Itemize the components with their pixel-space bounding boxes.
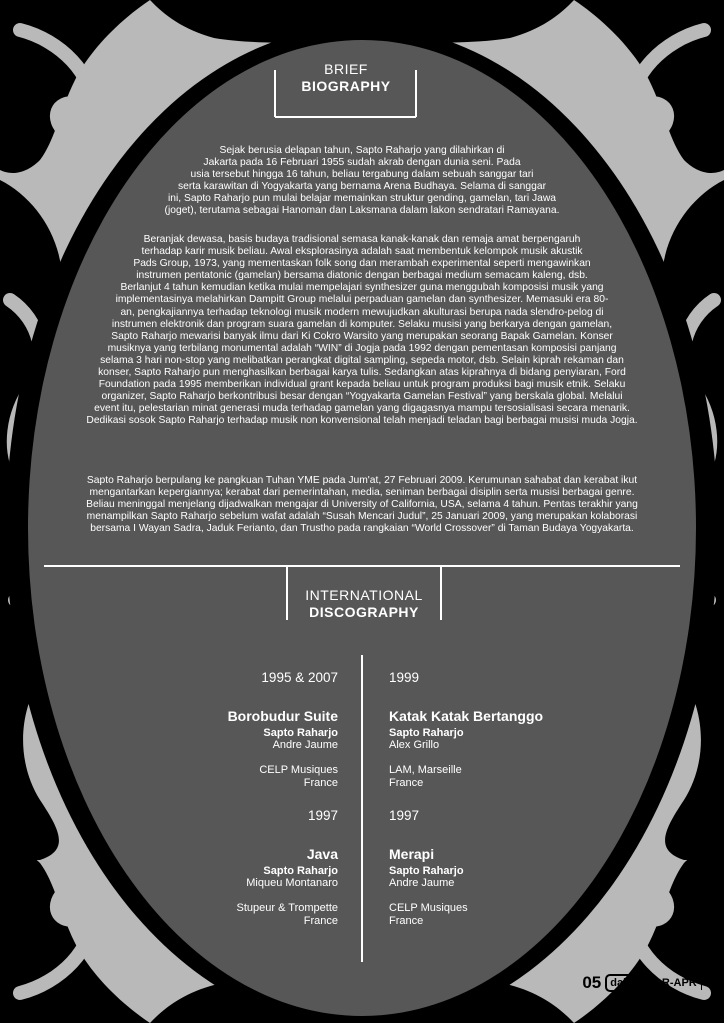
album-artist: Sapto Raharjo (389, 727, 464, 739)
text-line: instrumen elektronik dan program suara gamelan di komputer. Selaku musisi yang berkarya dengan gamelan, (111, 318, 613, 330)
album-year: 1997 (307, 808, 338, 823)
issue-year: 09 (705, 977, 718, 989)
text-line: Sapto Raharjo berpulang ke pangkuan Tuhan YME pada Jum'at, 27 Februari 2009. Kerumunan sahabat dan kerabat ikut (86, 475, 638, 486)
text-line: Berlanjut 4 tahun kemudian ketika mulai mempelajari synthesizer guna menggubah komposisi musik yang (120, 282, 604, 294)
album-country: France (389, 777, 424, 789)
text-line: event itu, pelestarian minat generasi muda terhadap gamelan yang digagasnya mampu tersosialisasi secara menarik. (94, 403, 630, 415)
album-title: Java (306, 846, 338, 862)
text-line: Foundation pada 1995 memberikan individual grant kepada beliau untuk program produksi bagi musik etnik. Selaku (98, 379, 626, 391)
text-line: Dedikasi sosok Sapto Raharjo terhadap musik non konvensional telah menjadi teladan bagi berbagai musisi muda Jogja. (86, 415, 638, 427)
album-entry-2 (389, 670, 609, 790)
bio-heading-bold: BIOGRAPHY (301, 78, 391, 94)
text-line: Beranjak dewasa, basis budaya tradisional semasa kanak-kanak dan remaja amat berpengaruh (143, 234, 581, 245)
disco-heading-light: INTERNATIONAL (305, 587, 423, 603)
album-artist: Sapto Raharjo (263, 865, 338, 877)
text-line: serta karawitan di Yogyakarta yang bernama Arena Budhaya. Selama di sanggar (177, 181, 547, 193)
page-footer (582, 972, 718, 994)
bio-heading-light: BRIEF (324, 61, 368, 77)
album-collaborator: Andre Jaume (389, 877, 455, 889)
text-line: ini, Sapto Raharjo pun mulai belajar memainkan struktur gending, gamelan, tari Jawa (167, 193, 557, 205)
disco-heading-bold: DISCOGRAPHY (309, 604, 419, 620)
text-line: Jakarta pada 16 Februari 1955 sudah akrab dengan dunia seni. Pada (203, 157, 521, 169)
album-artist: Sapto Raharjo (389, 865, 464, 877)
text-line: terhadap karir musik beliau. Awal eksplorasinya adalah saat membentuk kelompok musik akustik (141, 246, 583, 258)
album-label: Stupeur & Trompette (236, 902, 338, 914)
text-line: mengantarkan kepergiannya; kerabat dari pemerintahan, media, seniman berbagai disiplin serta musisi berbagai genre. (89, 487, 635, 499)
bio-paragraph-2 (42, 234, 682, 428)
album-year: 1995 & 2007 (261, 670, 338, 685)
footer-separator (639, 975, 641, 991)
album-country: France (303, 777, 338, 789)
bio-heading (276, 61, 416, 95)
text-line: selama 3 hari non-stop yang melibatkan perangkat digital sampling, sepeda motor, dsb. Selain kiprah rekaman dan (100, 354, 624, 366)
album-collaborator: Andre Jaume (272, 739, 338, 751)
text-line: instrumen pentatonic (gamelan) bersama diatonic dengan berbagai medium semacam kaleng, dsb. (136, 270, 588, 282)
album-country: France (389, 915, 424, 927)
text-line: musiknya yang terbilang monumental adalah “WIN” di Jogja pada 1992 dengan pementasan komposisi panjang (107, 342, 617, 354)
text-line: usia tersebut hingga 16 tahun, beliau tergabung dalam sebuah sanggar tari (190, 169, 534, 181)
album-artist: Sapto Raharjo (263, 727, 338, 739)
album-title: Katak Katak Bertanggo (389, 708, 544, 724)
album-collaborator: Alex Grillo (389, 739, 440, 751)
text-line: menampilkan Sapto Raharjo sebelum wafat adalah “Susah Mencari Judul”, 25 Januari 2009, yang merupakan kolaborasi (86, 511, 638, 523)
issue-months: MAR-APR (644, 977, 697, 989)
album-collaborator: Miqueu Montanaro (246, 877, 338, 889)
album-entry-1 (180, 670, 338, 790)
album-title: Borobudur Suite (227, 708, 338, 724)
text-line: Beliau meninggal menjelang dijadwalkan mengajar di University of California, USA, selama 4 tahun. Pentas terakhir yang (86, 499, 638, 511)
album-label: LAM, Marseille (389, 764, 462, 776)
album-label: CELP Musiques (389, 902, 468, 914)
album-title: Merapi (389, 846, 435, 862)
footer-separator (701, 976, 702, 990)
bio-paragraph-1 (80, 145, 644, 218)
text-line: Pads Group, 1973, yang mementaskan folk song dan merambah experimental seperti mengawinkan (133, 258, 591, 270)
text-line: organizer, Sapto Raharjo berkontribusi besar dengan “Yogyakarta Gamelan Festival” yang berskala global. Melalui (101, 391, 623, 403)
magazine-logo: dab (605, 974, 635, 992)
album-year: 1997 (389, 808, 420, 823)
disco-heading (288, 587, 440, 621)
text-line: Sejak berusia delapan tahun, Sapto Raharjo yang dilahirkan di (219, 145, 505, 156)
text-line: (joget), terutama sebagai Hanoman dan Laksmana dalam lakon sendratari Ramayana. (164, 205, 560, 217)
album-year: 1999 (389, 670, 420, 685)
text-line: Sapto Raharjo mewarisi banyak ilmu dari Ki Cokro Warsito yang merupakan seorang Bapak Gamelan. Konser (111, 330, 613, 342)
page-number: 05 (582, 973, 602, 992)
text-line: implementasinya melahirkan Dampitt Group melalui perpaduan gamelan dan synthesizer. Memasuki era 80- (115, 294, 609, 306)
album-label: CELP Musiques (259, 764, 338, 776)
album-entry-4 (389, 808, 609, 928)
album-country: France (303, 915, 338, 927)
text-line: konser, Sapto Raharjo pun menghasilkan berbagai karya tulis. Sedangkan atas kiprahnya di bidang penyiaran, Ford (98, 367, 626, 379)
album-entry-3 (180, 808, 338, 928)
text-line: bersama I Wayan Sadra, Jaduk Ferianto, dan Trustho pada rangkaian “World Crossover” di Taman Budaya Yogyakarta. (90, 523, 634, 535)
text-line: an, pengkajiannya terhadap teknologi musik modern mewujudkan akulturasi berupa nada slendro-pelog di (120, 306, 604, 318)
bio-paragraph-3 (22, 475, 702, 535)
